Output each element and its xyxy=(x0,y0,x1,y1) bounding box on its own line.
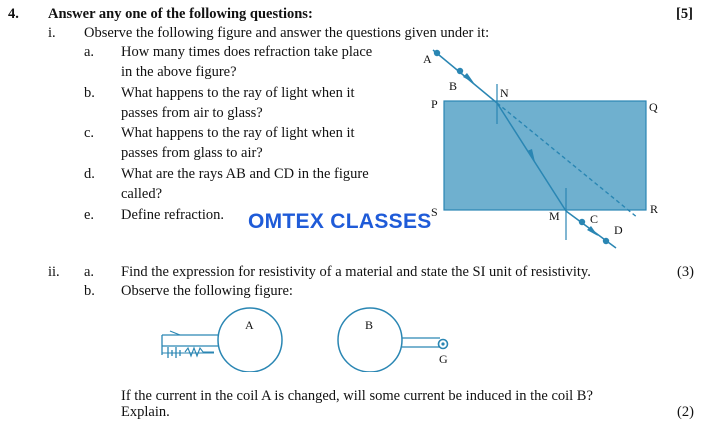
point-a xyxy=(434,50,440,56)
label-a: A xyxy=(423,52,432,66)
part-i-label: i. xyxy=(48,25,56,41)
galvanometer-label: G xyxy=(439,352,448,366)
question-heading: Answer any one of the following questions: xyxy=(48,6,313,22)
label-m: M xyxy=(549,209,560,223)
label-s: S xyxy=(431,205,438,219)
rheostat xyxy=(185,348,214,356)
part-ii-question-line2: Explain. xyxy=(121,404,170,420)
part-ii-question-line1: If the current in the coil A is changed, will some current be induced in the coil B? xyxy=(121,388,593,404)
item-line2: passes from glass to air? xyxy=(121,145,263,161)
question-number: 4. xyxy=(8,6,19,22)
item-letter: e. xyxy=(84,207,95,223)
coil-b-label: B xyxy=(365,318,374,332)
item-line1: Define refraction. xyxy=(121,207,225,223)
incident-arrow xyxy=(463,73,474,83)
item-letter: d. xyxy=(84,166,95,182)
label-b: B xyxy=(449,79,458,93)
part-i-instruction: Observe the following figure and answer the questions given under it: xyxy=(84,25,490,41)
label-d: D xyxy=(614,223,623,237)
part-ii-label: ii. xyxy=(48,264,60,280)
item-line2: in the above figure? xyxy=(121,64,237,80)
item-line1: What are the rays AB and CD in the figure xyxy=(121,166,369,182)
label-n: N xyxy=(500,86,509,100)
item-line1: What happens to the ray of light when it xyxy=(121,125,355,141)
label-c: C xyxy=(590,212,599,226)
part-ii-a-letter: a. xyxy=(84,264,95,280)
label-q: Q xyxy=(649,100,658,114)
item-line1: What happens to the ray of light when it xyxy=(121,85,355,101)
part-ii-a-marks: (3) xyxy=(677,264,694,280)
item-letter: b. xyxy=(84,85,95,101)
galvanometer-center xyxy=(441,342,444,345)
coil-diagram xyxy=(0,300,703,372)
question-marks: [5] xyxy=(676,6,693,22)
point-d xyxy=(603,238,609,244)
part-ii-question-marks: (2) xyxy=(677,404,694,420)
label-p: P xyxy=(431,97,438,111)
glass-slab xyxy=(444,101,646,210)
point-c xyxy=(579,219,585,225)
part-ii-a-text: Find the expression for resistivity of a material and state the SI unit of resistivity. xyxy=(121,264,591,280)
label-r: R xyxy=(650,202,659,216)
watermark: OMTEX CLASSES xyxy=(248,210,432,233)
part-ii-b-text: Observe the following figure: xyxy=(121,283,293,299)
item-line1: How many times does refraction take place xyxy=(121,44,373,60)
item-line2: called? xyxy=(121,186,163,202)
coil-a-label: A xyxy=(245,318,254,332)
item-line2: passes from air to glass? xyxy=(121,105,263,121)
item-letter: a. xyxy=(84,44,95,60)
item-letter: c. xyxy=(84,125,95,141)
part-ii-b-letter: b. xyxy=(84,283,95,299)
point-b xyxy=(457,68,463,74)
